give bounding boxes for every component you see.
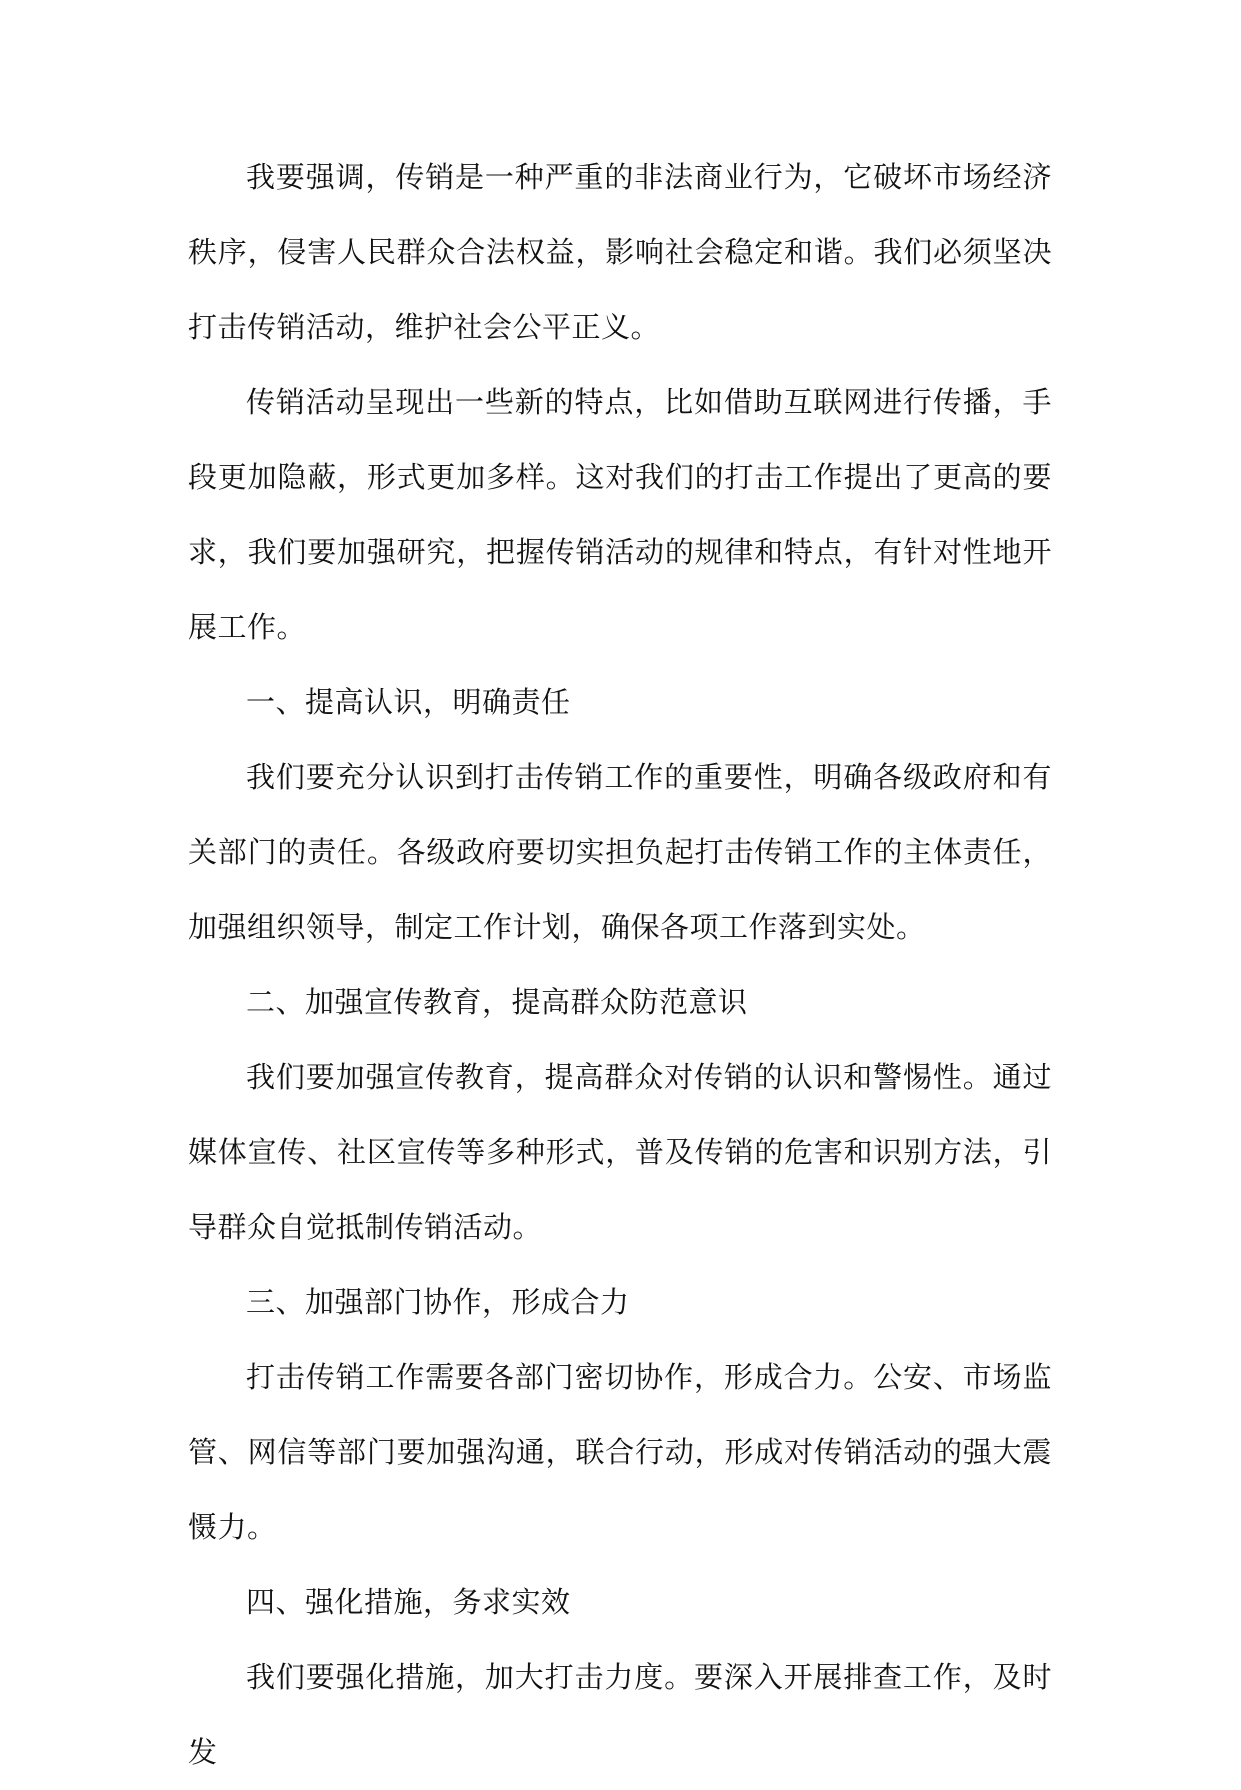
- section-paragraph-4: 我们要强化措施，加大打击力度。要深入开展排查工作，及时发: [188, 1660, 1052, 1769]
- section-heading-1: 一、提高认识，明确责任: [246, 685, 571, 719]
- intro-paragraph-1: 我要强调，传销是一种严重的非法商业行为，它破坏市场经济秩序，侵害人民群众合法权益，影响社会稳定和谐。我们必须坚决打击传销活动，维护社会公平正义。: [188, 160, 1052, 344]
- section-heading-2: 二、加强宣传教育，提高群众防范意识: [246, 985, 748, 1019]
- section-heading-4: 四、强化措施，务求实效: [246, 1585, 571, 1619]
- section-paragraph-3: 打击传销工作需要各部门密切协作，形成合力。公安、市场监管、网信等部门要加强沟通，联合行动，形成对传销活动的强大震慑力。: [188, 1360, 1052, 1544]
- section-paragraph-2: 我们要加强宣传教育，提高群众对传销的认识和警惕性。通过媒体宣传、社区宣传等多种形式，普及传销的危害和识别方法，引导群众自觉抵制传销活动。: [188, 1060, 1052, 1244]
- intro-paragraph-2: 传销活动呈现出一些新的特点，比如借助互联网进行传播，手段更加隐蔽，形式更加多样。这对我们的打击工作提出了更高的要求，我们要加强研究，把握传销活动的规律和特点，有针对性地开展工作。: [188, 385, 1052, 644]
- section-paragraph-1: 我们要充分认识到打击传销工作的重要性，明确各级政府和有关部门的责任。各级政府要切实担负起打击传销工作的主体责任，加强组织领导，制定工作计划，确保各项工作落到实处。: [188, 760, 1052, 944]
- document-body: [188, 140, 1052, 1790]
- section-heading-3: 三、加强部门协作，形成合力: [246, 1285, 630, 1319]
